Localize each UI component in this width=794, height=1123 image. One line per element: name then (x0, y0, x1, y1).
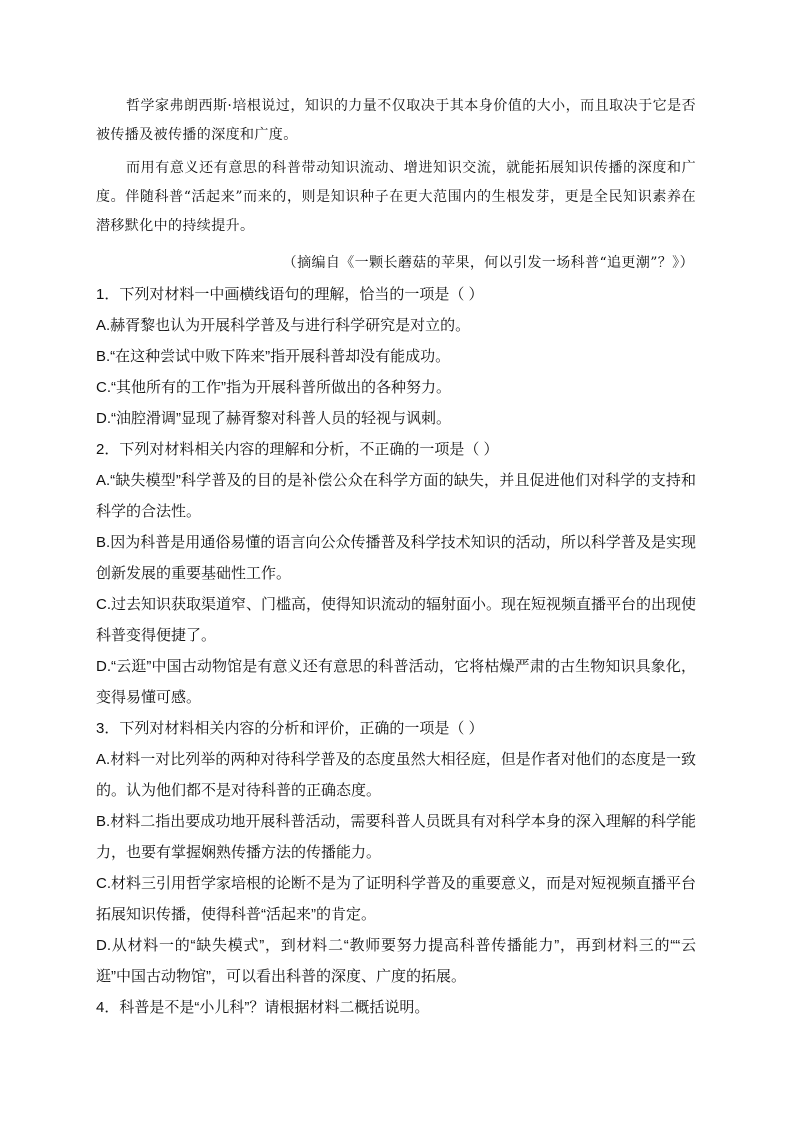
passage-paragraph-1: 哲学家弗朗西斯·培根说过，知识的力量不仅取决于其本身价值的大小，而且取决于它是否被传播及被传播的深度和广度。 (96, 98, 696, 143)
question-option-b: B.材料二指出要成功地开展科普活动，需要科普人员既具有对科学本身的深入理解的科学能力，也要有掌握娴熟传播方法的传播能力。 (96, 813, 696, 861)
question-option-b: B.“在这种尝试中败下阵来”指开展科普却没有能成功。 (96, 348, 451, 365)
passage-paragraph-2: 而用有意义还有意思的科普带动知识流动、增进知识交流，就能拓展知识传播的深度和广度。伴随科普“活起来”而来的，则是知识种子在更大范围内的生根发芽，更是全民知识素养在潜移默化中的持续提升。 (96, 160, 696, 234)
question-option-b: B.因为科普是用通俗易懂的语言向公众传播普及科学技术知识的活动，所以科学普及是实现创新发展的重要基础性工作。 (96, 534, 696, 582)
question-option-a: A.赫胥黎也认为开展科学普及与进行科学研究是对立的。 (96, 317, 471, 334)
question-4 (96, 992, 696, 1023)
question-option-c: C.“其他所有的工作”指为开展科普所做出的各种努力。 (96, 379, 451, 396)
question-stem: 2．下列对材料相关内容的理解和分析，不正确的一项是（ ） (96, 441, 499, 458)
question-option-d: D.从材料一的“缺失模式”，到材料二“教师要努力提高科普传播能力”，再到材料三的““云逛”中国古动物馆”，可以看出科普的深度、广度的拓展。 (96, 937, 696, 985)
question-option-a: A.材料一对比列举的两种对待科学普及的态度虽然大相径庭，但是作者对他们的态度是一致的。认为他们都不是对待科普的正确态度。 (96, 751, 696, 799)
passage-source: （摘编自《一颗长蘑菇的苹果，何以引发一场科普“追更潮”？》） (282, 255, 694, 271)
question-2 (96, 434, 696, 713)
question-option-c: C.过去知识获取渠道窄、门槛高，使得知识流动的辐射面小。现在短视频直播平台的出现使科普变得便捷了。 (96, 596, 697, 644)
question-stem: 1．下列对材料一中画横线语句的理解，恰当的一项是（ ） (96, 286, 484, 303)
question-stem: 3．下列对材料相关内容的分析和评价，正确的一项是（ ） (96, 720, 484, 737)
question-option-a: A.“缺失模型”科学普及的目的是补偿公众在科学方面的缺失，并且促进他们对科学的支持和科学的合法性。 (96, 472, 696, 520)
question-stem: 4．科普是不是“小儿科”？请根据材料二概括说明。 (96, 999, 430, 1016)
question-option-c: C.材料三引用哲学家培根的论断不是为了证明科学普及的重要意义，而是对短视频直播平台拓展知识传播，使得科普“活起来”的肯定。 (96, 875, 697, 923)
question-option-d: D.“云逛”中国古动物馆是有意义还有意思的科普活动，它将枯燥严肃的古生物知识具象化，变得易懂可感。 (96, 658, 696, 706)
question-list (96, 279, 696, 1023)
question-1 (96, 279, 696, 434)
question-3 (96, 713, 696, 992)
question-option-d: D.“油腔滑调”显现了赫胥黎对科普人员的轻视与讽刺。 (96, 410, 451, 427)
